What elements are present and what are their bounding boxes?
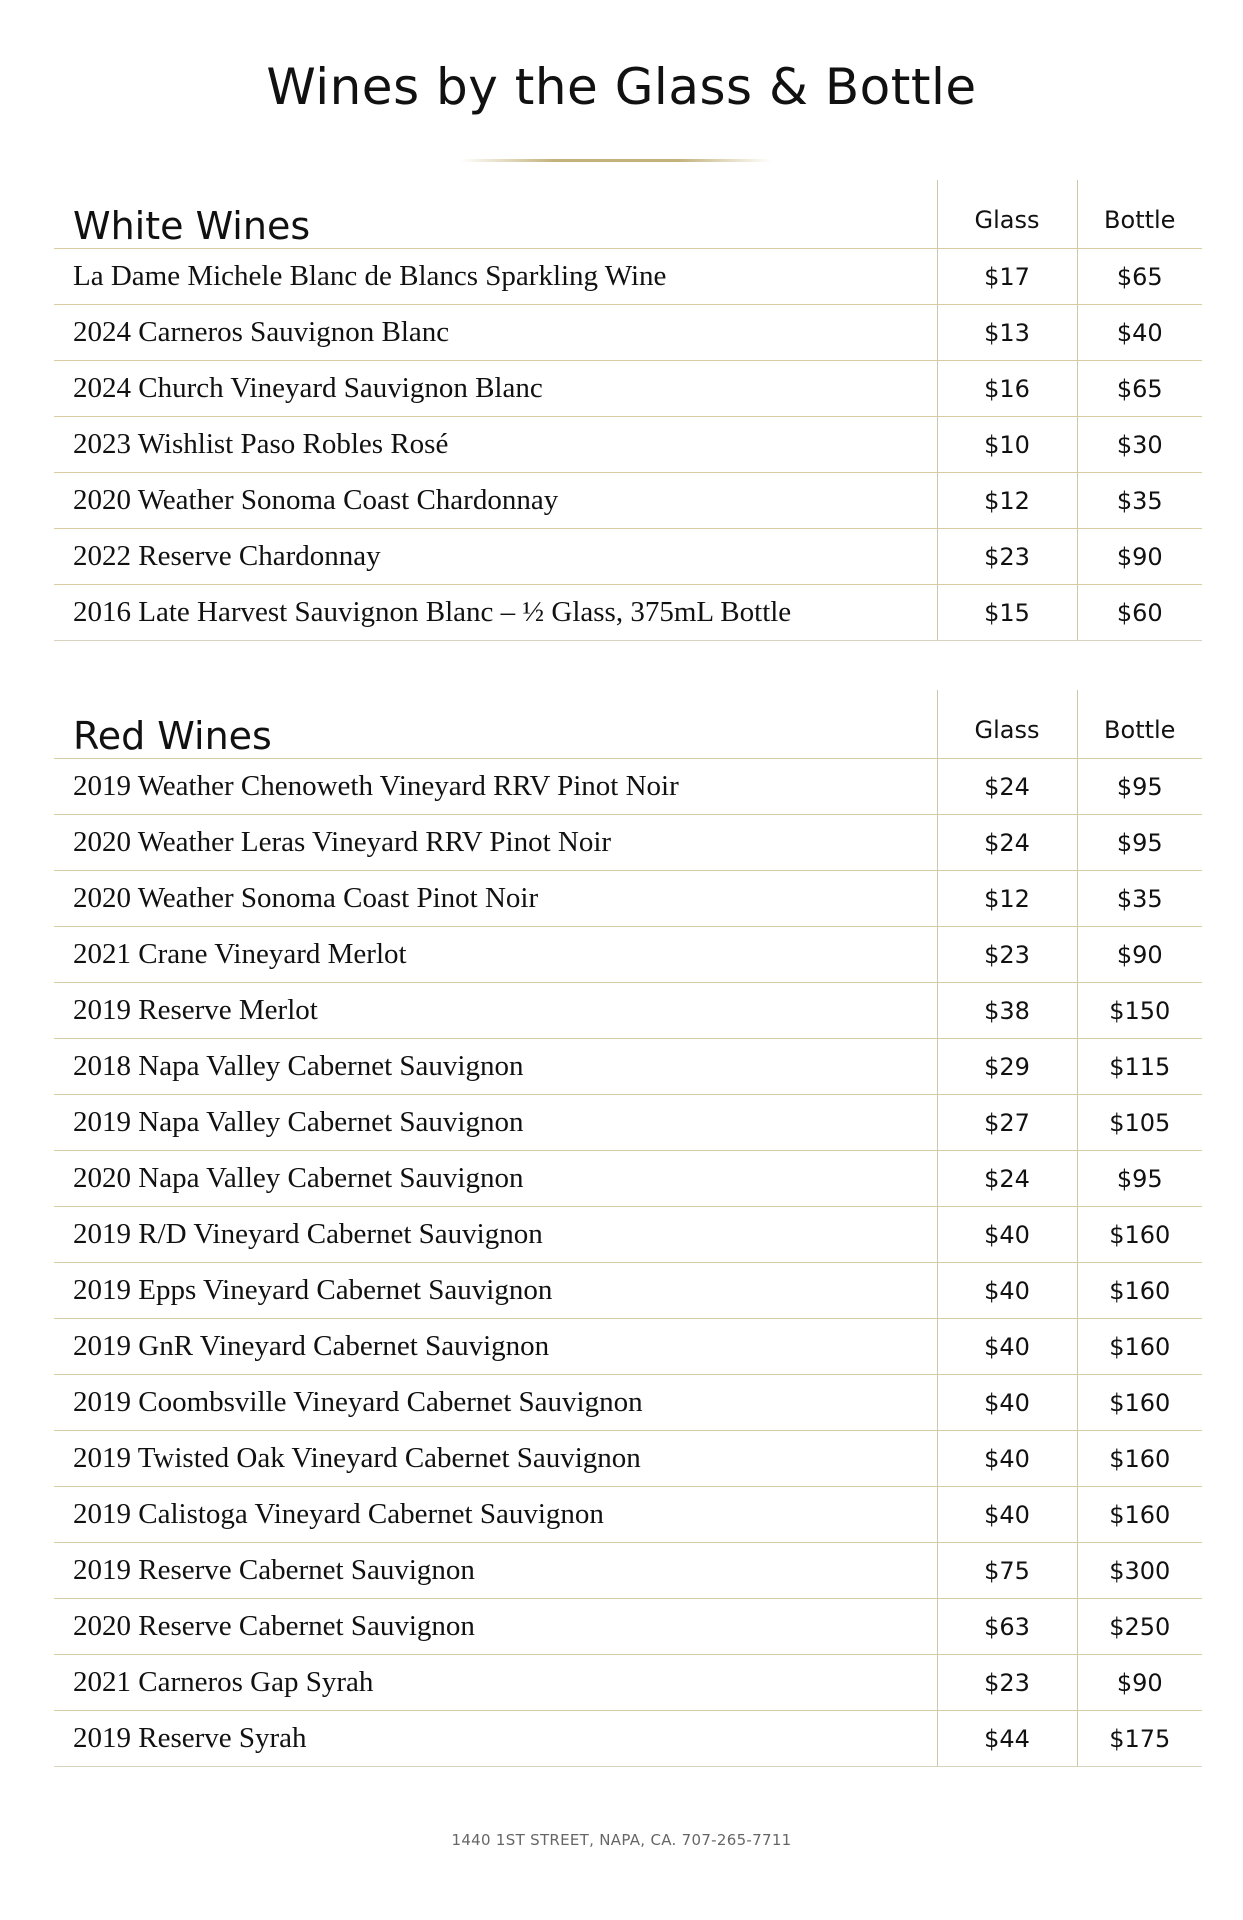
wine-name: 2019 Weather Chenoweth Vineyard RRV Pinot Noir [54, 759, 937, 815]
wine-row [54, 305, 1202, 361]
wine-name: 2019 Reserve Syrah [54, 1711, 937, 1767]
bottle-price: $160 [1077, 1375, 1202, 1431]
glass-price: $27 [937, 1095, 1077, 1151]
glass-price: $23 [937, 927, 1077, 983]
glass-price: $10 [937, 417, 1077, 473]
glass-price: $40 [937, 1487, 1077, 1543]
glass-price: $16 [937, 361, 1077, 417]
bottle-price: $150 [1077, 983, 1202, 1039]
wine-name: 2021 Carneros Gap Syrah [54, 1655, 937, 1711]
glass-price: $12 [937, 871, 1077, 927]
wine-name: 2019 Reserve Cabernet Sauvignon [54, 1543, 937, 1599]
glass-price: $23 [937, 529, 1077, 585]
bottle-price: $40 [1077, 305, 1202, 361]
glass-price: $29 [937, 1039, 1077, 1095]
wine-row [54, 1263, 1202, 1319]
wine-row [54, 1319, 1202, 1375]
bottle-price: $160 [1077, 1263, 1202, 1319]
glass-price: $44 [937, 1711, 1077, 1767]
wine-name: 2016 Late Harvest Sauvignon Blanc – ½ Glass, 375mL Bottle [54, 585, 937, 641]
wine-row [54, 1487, 1202, 1543]
bottle-price: $35 [1077, 871, 1202, 927]
glass-column-header: Glass [937, 690, 1077, 759]
bottle-price: $250 [1077, 1599, 1202, 1655]
bottle-price: $160 [1077, 1431, 1202, 1487]
wine-name: 2018 Napa Valley Cabernet Sauvignon [54, 1039, 937, 1095]
glass-price: $24 [937, 759, 1077, 815]
white-wines-list [54, 249, 1202, 641]
red-wines-table [54, 690, 1202, 1767]
glass-price: $23 [937, 1655, 1077, 1711]
wine-row [54, 927, 1202, 983]
bottle-column-header: Bottle [1077, 690, 1202, 759]
page-title: Wines by the Glass & Bottle [266, 58, 977, 116]
wine-row [54, 529, 1202, 585]
bottle-price: $90 [1077, 1655, 1202, 1711]
wine-name: La Dame Michele Blanc de Blancs Sparkling Wine [54, 249, 937, 305]
wine-name: 2019 Calistoga Vineyard Cabernet Sauvignon [54, 1487, 937, 1543]
wine-row [54, 1711, 1202, 1767]
bottle-price: $115 [1077, 1039, 1202, 1095]
wine-name: 2020 Weather Sonoma Coast Chardonnay [54, 473, 937, 529]
wine-row [54, 1431, 1202, 1487]
glass-price: $40 [937, 1375, 1077, 1431]
wine-row [54, 1039, 1202, 1095]
glass-price: $38 [937, 983, 1077, 1039]
wine-row [54, 1543, 1202, 1599]
wine-row [54, 759, 1202, 815]
wine-row [54, 1095, 1202, 1151]
wine-name: 2020 Weather Leras Vineyard RRV Pinot Noir [54, 815, 937, 871]
section-heading-white-wines: White Wines [73, 204, 311, 248]
glass-price: $12 [937, 473, 1077, 529]
title-divider [460, 159, 772, 162]
bottle-price: $35 [1077, 473, 1202, 529]
bottle-price: $300 [1077, 1543, 1202, 1599]
bottle-price: $65 [1077, 249, 1202, 305]
wine-row [54, 1655, 1202, 1711]
wine-name: 2024 Church Vineyard Sauvignon Blanc [54, 361, 937, 417]
glass-price: $17 [937, 249, 1077, 305]
wine-row [54, 417, 1202, 473]
glass-column-header: Glass [937, 180, 1077, 249]
wine-row [54, 871, 1202, 927]
red-wines-header-row [54, 690, 1202, 759]
wine-name: 2019 Coombsville Vineyard Cabernet Sauvignon [54, 1375, 937, 1431]
wine-name: 2020 Weather Sonoma Coast Pinot Noir [54, 871, 937, 927]
wine-name: 2020 Reserve Cabernet Sauvignon [54, 1599, 937, 1655]
bottle-price: $160 [1077, 1207, 1202, 1263]
glass-price: $40 [937, 1207, 1077, 1263]
glass-price: $40 [937, 1431, 1077, 1487]
red-wines-list [54, 759, 1202, 1767]
bottle-price: $90 [1077, 927, 1202, 983]
wine-row [54, 1207, 1202, 1263]
bottle-price: $60 [1077, 585, 1202, 641]
wine-row [54, 1599, 1202, 1655]
wine-name: 2019 R/D Vineyard Cabernet Sauvignon [54, 1207, 937, 1263]
bottle-price: $95 [1077, 815, 1202, 871]
glass-price: $40 [937, 1319, 1077, 1375]
wine-name: 2020 Napa Valley Cabernet Sauvignon [54, 1151, 937, 1207]
wine-name: 2019 Twisted Oak Vineyard Cabernet Sauvignon [54, 1431, 937, 1487]
white-wines-header-row [54, 180, 1202, 249]
wine-row [54, 1375, 1202, 1431]
wine-name: 2019 Napa Valley Cabernet Sauvignon [54, 1095, 937, 1151]
wine-name: 2023 Wishlist Paso Robles Rosé [54, 417, 937, 473]
wine-row [54, 249, 1202, 305]
white-wines-table [54, 180, 1202, 641]
wine-name: 2019 Epps Vineyard Cabernet Sauvignon [54, 1263, 937, 1319]
wine-row [54, 473, 1202, 529]
glass-price: $63 [937, 1599, 1077, 1655]
bottle-price: $160 [1077, 1319, 1202, 1375]
wine-row [54, 1151, 1202, 1207]
wine-row [54, 815, 1202, 871]
wine-name: 2022 Reserve Chardonnay [54, 529, 937, 585]
wine-name: 2021 Crane Vineyard Merlot [54, 927, 937, 983]
glass-price: $75 [937, 1543, 1077, 1599]
footer-address: 1440 1ST STREET, NAPA, CA. 707-265-7711 [451, 1831, 792, 1849]
wine-row [54, 585, 1202, 641]
bottle-price: $105 [1077, 1095, 1202, 1151]
glass-price: $13 [937, 305, 1077, 361]
wine-row [54, 361, 1202, 417]
bottle-price: $95 [1077, 1151, 1202, 1207]
bottle-price: $175 [1077, 1711, 1202, 1767]
bottle-price: $160 [1077, 1487, 1202, 1543]
bottle-price: $95 [1077, 759, 1202, 815]
bottle-column-header: Bottle [1077, 180, 1202, 249]
glass-price: $24 [937, 815, 1077, 871]
bottle-price: $30 [1077, 417, 1202, 473]
bottle-price: $65 [1077, 361, 1202, 417]
bottle-price: $90 [1077, 529, 1202, 585]
glass-price: $40 [937, 1263, 1077, 1319]
wine-row [54, 983, 1202, 1039]
wine-name: 2019 GnR Vineyard Cabernet Sauvignon [54, 1319, 937, 1375]
section-heading-red-wines: Red Wines [73, 714, 272, 758]
wine-name: 2024 Carneros Sauvignon Blanc [54, 305, 937, 361]
glass-price: $15 [937, 585, 1077, 641]
glass-price: $24 [937, 1151, 1077, 1207]
wine-name: 2019 Reserve Merlot [54, 983, 937, 1039]
